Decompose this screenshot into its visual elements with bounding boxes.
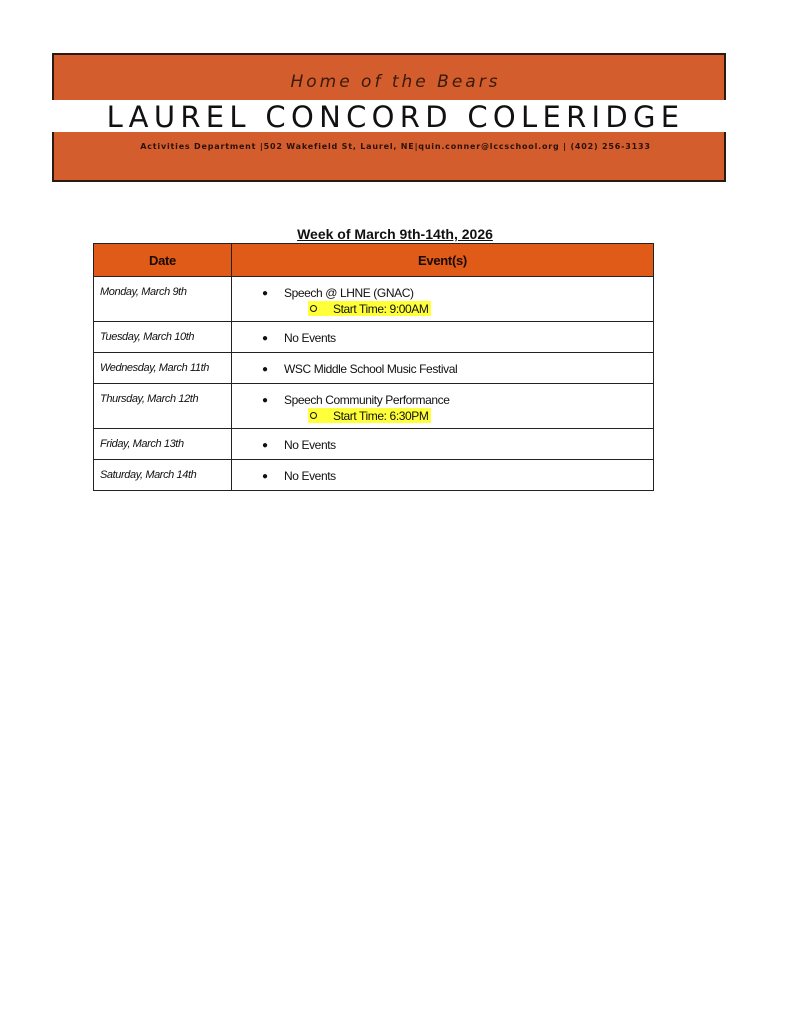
week-title: Week of March 9th-14th, 2026 — [297, 226, 493, 242]
table-row — [94, 277, 654, 322]
events-cell — [232, 277, 654, 322]
event-subitem-highlighted — [308, 408, 431, 423]
date-cell: Wednesday, March 11th — [94, 353, 232, 384]
start-time: Start Time: 6:30PM — [333, 408, 429, 423]
event-label: WSC Middle School Music Festival — [284, 362, 458, 376]
column-header-events: Event(s) — [232, 244, 654, 277]
event-item — [262, 437, 653, 453]
schedule-table — [93, 243, 654, 491]
table-row — [94, 429, 654, 460]
bullet-icon: ● — [262, 394, 268, 406]
hollow-bullet-icon — [310, 305, 317, 312]
events-cell — [232, 429, 654, 460]
date-cell: Saturday, March 14th — [94, 460, 232, 491]
start-time: Start Time: 9:00AM — [333, 301, 429, 316]
bullet-icon: ● — [262, 287, 268, 299]
bullet-icon: ● — [262, 332, 268, 344]
school-name: LAUREL CONCORD COLERIDGE — [106, 100, 685, 134]
events-cell — [232, 384, 654, 429]
event-item — [262, 361, 653, 377]
table-row — [94, 322, 654, 353]
event-label: Speech Community Performance — [284, 393, 450, 407]
event-label: No Events — [284, 469, 336, 483]
event-label: No Events — [284, 438, 336, 452]
table-row — [94, 460, 654, 491]
hollow-bullet-icon — [310, 412, 317, 419]
bullet-icon: ● — [262, 439, 268, 451]
date-cell: Friday, March 13th — [94, 429, 232, 460]
table-row — [94, 384, 654, 429]
date-cell: Thursday, March 12th — [94, 384, 232, 429]
column-header-date: Date — [94, 244, 232, 277]
tagline: Home of the Bears — [290, 72, 501, 92]
event-item — [262, 285, 653, 301]
event-label: No Events — [284, 331, 336, 345]
events-cell — [232, 353, 654, 384]
date-cell: Tuesday, March 10th — [94, 322, 232, 353]
contact-info: Activities Department |502 Wakefield St, Laurel, NE|quin.conner@lccschool.org | (402) 256-3133 — [140, 142, 651, 151]
table-header-row — [94, 244, 654, 277]
event-label: Speech @ LHNE (GNAC) — [284, 286, 414, 300]
date-cell: Monday, March 9th — [94, 277, 232, 322]
event-item — [262, 330, 653, 346]
events-cell — [232, 322, 654, 353]
bullet-icon: ● — [262, 363, 268, 375]
bullet-icon: ● — [262, 470, 268, 482]
events-cell — [232, 460, 654, 491]
table-row — [94, 353, 654, 384]
event-subitem-highlighted — [308, 301, 431, 316]
event-item — [262, 468, 653, 484]
event-item — [262, 392, 653, 408]
